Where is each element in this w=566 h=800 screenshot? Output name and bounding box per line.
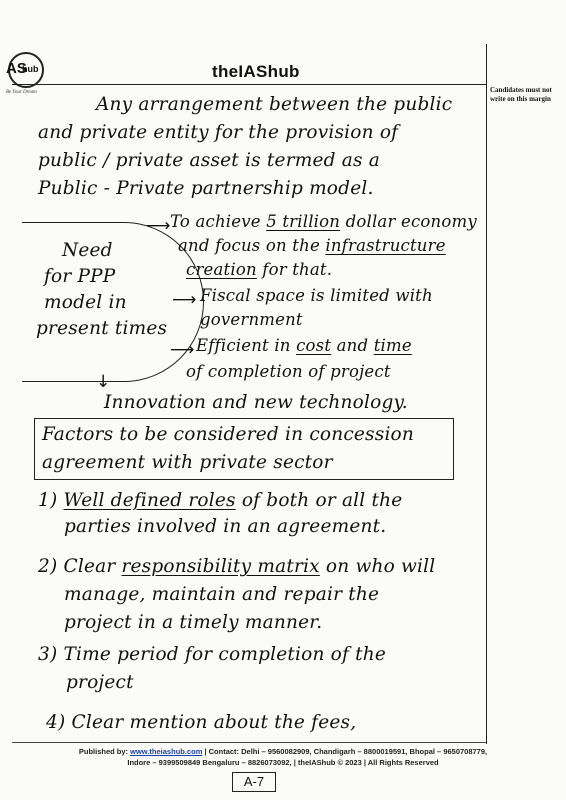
reason-1-line-1: To achieve 5 trillion dollar economy [170, 212, 477, 231]
bottom-rule [12, 742, 486, 743]
reason-2-line-2: government [200, 310, 303, 329]
footer-line-2: Indore – 9399509849 Bengaluru – 8826073092, | theIAShub © 2023 | All Rights Reserved [127, 758, 439, 767]
point-2-line-3: project in a timely manner. [64, 612, 323, 633]
reason-1-line-3: creation for that. [186, 260, 333, 279]
innovation-line: Innovation and new technology. [104, 392, 408, 413]
reason-3-line-2: of completion of project [186, 362, 391, 381]
point-1-line-1: 1) Well defined roles of both or all the [38, 490, 403, 511]
arrow-right-icon: ⟶ [146, 216, 171, 236]
intro-line-3: public / private asset is termed as a [38, 150, 380, 171]
intro-line-1: Any arrangement between the public [96, 94, 453, 115]
point-3-line-2: project [66, 672, 134, 693]
logo-hub-text: hub [22, 64, 39, 74]
arrow-right-icon: ⟶ [172, 290, 197, 310]
margin-rule [486, 44, 487, 744]
brand-title: theIAShub [212, 62, 300, 81]
publisher-footer [0, 746, 566, 768]
logo-tagline: Be Your Dream [6, 90, 37, 95]
reason-2-line-1: Fiscal space is limited with [200, 286, 433, 305]
need-label-1: Need [62, 240, 113, 261]
margin-note: Candidates must not write on this margin [490, 86, 552, 103]
top-rule [12, 84, 486, 85]
need-label-3: model in [44, 292, 127, 313]
point-3-line-1: 3) Time period for completion of the [38, 644, 387, 665]
footer-line-1: Published by: www.theiashub.com | Contact: Delhi – 9560082909, Chandigarh – 8800019591, Bhopal – 9650708779, [78, 747, 488, 756]
website-link[interactable]: www.theiashub.com [130, 747, 203, 756]
intro-line-2: and private entity for the provision of [38, 122, 399, 143]
intro-line-4: Public - Private partnership model. [38, 178, 374, 199]
page-number: A-7 [232, 772, 276, 792]
point-4-line-1: 4) Clear mention about the fees, [46, 712, 357, 733]
factors-heading-line-1: Factors to be considered in concession [42, 424, 415, 445]
arrow-right-icon: ⟶ [170, 340, 195, 360]
factors-heading-line-2: agreement with private sector [42, 452, 333, 473]
need-label-2: for PPP [44, 266, 116, 287]
need-label-4: present times [36, 318, 168, 339]
reason-3-line-1: Efficient in cost and time [196, 336, 412, 355]
reason-1-line-2: and focus on the infrastructure [178, 236, 446, 255]
point-1-line-2: parties involved in an agreement. [64, 516, 387, 537]
point-2-line-2: manage, maintain and repair the [64, 584, 380, 605]
logo-as-text: AS [6, 60, 27, 77]
iashub-logo [8, 52, 44, 88]
arrow-down-icon: ↓ [96, 372, 111, 392]
point-2-line-1: 2) Clear responsibility matrix on who will [38, 556, 436, 577]
